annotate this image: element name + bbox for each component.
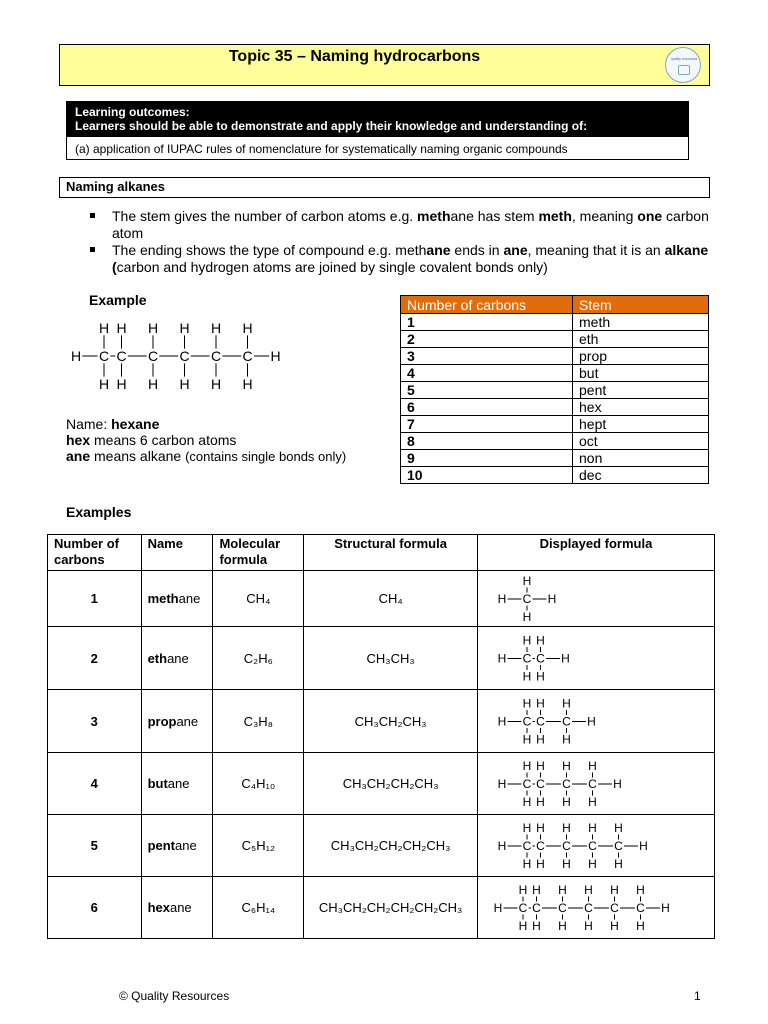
hydrogen-atom: H (610, 918, 619, 933)
hydrogen-atom: H (147, 376, 159, 392)
displayed-formula-cell (478, 690, 715, 753)
carbon-atom: C (522, 651, 532, 665)
hydrogen-atom: H (522, 758, 532, 773)
carbon-atom: C (536, 776, 545, 791)
header-displayed-formula: Displayed formula (478, 535, 715, 571)
hydrogen-atom: H (588, 758, 597, 773)
molecular-formula-cell: C₅H₁₂ (213, 815, 304, 877)
examples-label: Examples (66, 504, 132, 520)
structural-formula-cell: CH₃CH₂CH₂CH₂CH₃ (304, 815, 478, 877)
carbon-atom: C (584, 900, 593, 915)
structural-formula-cell: CH₃CH₂CH₃ (304, 690, 478, 753)
learning-outcomes-heading: Learning outcomes: (75, 105, 190, 119)
carbon-count-cell: 1 (48, 571, 142, 627)
molecular-formula-cell: C₃H₈ (213, 690, 304, 753)
header-structural-formula: Structural formula (304, 535, 478, 571)
stem-cell: but (573, 365, 709, 382)
hydrogen-atom: H (536, 820, 545, 835)
hydrogen-atom: H (614, 820, 623, 835)
alkane-name-cell: hexane (141, 877, 213, 939)
example-stem-line: hex means 6 carbon atoms (66, 432, 237, 448)
carbon-atom: C (522, 714, 532, 728)
stem-cell: eth (573, 331, 709, 348)
hydrogen-atom: H (536, 856, 545, 871)
carbon-atom: C (636, 900, 645, 915)
hydrogen-atom: H (536, 794, 545, 809)
displayed-formula-svg (478, 691, 714, 752)
hydrogen-atom: H (588, 794, 597, 809)
alkane-name-cell: pentane (141, 815, 213, 877)
displayed-formula-svg (478, 572, 714, 626)
table-row (401, 382, 709, 399)
carbon-count-cell: 4 (48, 753, 142, 815)
hydrogen-atom: H (547, 591, 557, 606)
bullet-item: The ending shows the type of compound e.g. methane ends in ane, meaning that it is an alkane (carbon and hydrogen atoms are joined by single covalent bonds only) (90, 242, 710, 276)
carbon-atom: C (98, 348, 110, 364)
learning-outcomes-header (67, 102, 688, 137)
hydrogen-atom: H (497, 776, 507, 791)
footer-copyright: © Quality Resources (119, 989, 230, 1003)
carbon-atom: C (522, 591, 532, 606)
example-name-block (66, 416, 346, 465)
carbon-atom: C (532, 900, 541, 915)
table-row (48, 877, 715, 939)
examples-table (47, 534, 715, 939)
hydrogen-atom: H (179, 320, 190, 336)
hexane-displayed-formula (66, 316, 326, 396)
carbon-count-cell: 5 (48, 815, 142, 877)
hydrogen-atom: H (584, 882, 593, 897)
table-row (401, 416, 709, 433)
alkane-name-cell: propane (141, 690, 213, 753)
learning-outcomes-box (66, 101, 689, 160)
logo-mark-icon (678, 65, 690, 75)
hydrogen-atom: H (242, 376, 253, 392)
table-row (401, 348, 709, 365)
hydrogen-atom: H (522, 633, 532, 647)
table-row (401, 314, 709, 331)
molecular-formula-cell: CH₄ (213, 571, 304, 627)
header-number-of-carbons: Number of carbons (48, 535, 142, 571)
hydrogen-atom: H (636, 882, 645, 897)
hydrogen-atom: H (587, 714, 596, 728)
hydrogen-atom: H (70, 348, 82, 364)
hydrogen-atom: H (588, 820, 597, 835)
carbon-atom: C (562, 776, 571, 791)
carbon-count-cell: 6 (48, 877, 142, 939)
carbon-count-cell: 2 (48, 627, 142, 690)
displayed-formula-cell (478, 571, 715, 627)
carbon-count-cell: 9 (401, 450, 573, 467)
displayed-formula-svg (478, 878, 714, 938)
hydrogen-atom: H (536, 669, 545, 683)
hydrogen-atom: H (532, 918, 541, 933)
carbon-count-cell: 5 (401, 382, 573, 399)
hydrogen-atom: H (497, 591, 507, 606)
hydrogen-atom: H (210, 320, 222, 336)
title-banner (59, 44, 710, 86)
molecular-formula-cell: C₄H₁₀ (213, 753, 304, 815)
structural-formula-cell: CH₃CH₃ (304, 627, 478, 690)
hydrogen-atom: H (522, 732, 532, 746)
hydrogen-atom: H (210, 376, 222, 392)
hydrogen-atom: H (179, 376, 190, 392)
carbon-atom: C (147, 348, 159, 364)
stem-cell: hex (573, 399, 709, 416)
hydrogen-atom: H (562, 696, 571, 710)
bullet-item: The stem gives the number of carbon atoms e.g. methane has stem meth, meaning one carbon atom (90, 208, 710, 242)
displayed-formula-svg (478, 754, 714, 814)
quality-resources-logo (665, 47, 701, 83)
carbon-count-cell: 1 (401, 314, 573, 331)
hydrogen-atom: H (613, 776, 622, 791)
table-row (48, 690, 715, 753)
hydrogen-atom: H (518, 882, 528, 897)
carbon-atom: C (562, 714, 571, 728)
hydrogen-atom: H (147, 320, 159, 336)
displayed-formula-svg (478, 628, 714, 689)
carbon-atom: C (179, 348, 190, 364)
hydrogen-atom: H (522, 856, 532, 871)
footer-page-number: 1 (694, 989, 701, 1003)
header-number-of-carbons: Number of carbons (401, 296, 573, 314)
table-row (401, 433, 709, 450)
hydrogen-atom: H (536, 696, 545, 710)
carbon-count-cell: 10 (401, 467, 573, 484)
table-header-row (48, 535, 715, 571)
hydrogen-atom: H (610, 882, 619, 897)
section-heading: Naming alkanes (66, 179, 165, 194)
displayed-formula-cell (478, 627, 715, 690)
carbon-atom: C (522, 776, 532, 791)
alkane-name-cell: methane (141, 571, 213, 627)
bullet-square-icon (90, 247, 95, 252)
table-row (48, 627, 715, 690)
hydrogen-atom: H (497, 838, 507, 853)
hydrogen-atom: H (558, 918, 567, 933)
hydrogen-atom: H (522, 609, 532, 624)
carbon-atom: C (536, 838, 545, 853)
hydrogen-atom: H (562, 820, 571, 835)
hydrogen-atom: H (497, 651, 507, 665)
hydrogen-atom: H (536, 732, 545, 746)
hydrogen-atom: H (588, 856, 597, 871)
hydrogen-atom: H (562, 856, 571, 871)
example-name-line: Name: hexane (66, 416, 160, 432)
carbon-atom: C (116, 348, 127, 364)
carbon-count-cell: 8 (401, 433, 573, 450)
hydrogen-atom: H (518, 918, 528, 933)
displayed-formula-cell (478, 815, 715, 877)
stem-cell: hept (573, 416, 709, 433)
hydrogen-atom: H (614, 856, 623, 871)
carbon-atom: C (536, 651, 545, 665)
example-label: Example (89, 292, 147, 308)
table-row (48, 571, 715, 627)
hydrogen-atom: H (493, 900, 503, 915)
hydrogen-atom: H (522, 573, 532, 588)
displayed-formula-svg (478, 816, 714, 876)
table-header-row (401, 296, 709, 314)
hydrogen-atom: H (639, 838, 648, 853)
alkane-name-cell: butane (141, 753, 213, 815)
carbon-count-cell: 4 (401, 365, 573, 382)
stem-cell: dec (573, 467, 709, 484)
hydrogen-atom: H (522, 696, 532, 710)
learning-outcomes-intro: Learners should be able to demonstrate and apply their knowledge and understanding of: (75, 119, 588, 133)
carbon-atom: C (610, 900, 619, 915)
hydrogen-atom: H (661, 900, 670, 915)
hydrogen-atom: H (522, 794, 532, 809)
hydrogen-atom: H (497, 714, 507, 728)
stem-cell: non (573, 450, 709, 467)
hydrogen-atom: H (98, 320, 110, 336)
hydrogen-atom: H (536, 758, 545, 773)
carbon-count-cell: 7 (401, 416, 573, 433)
carbon-count-cell: 2 (401, 331, 573, 348)
hydrogen-atom: H (98, 376, 110, 392)
hydrogen-atom: H (522, 669, 532, 683)
carbon-atom: C (522, 838, 532, 853)
displayed-formula-cell (478, 877, 715, 939)
stem-cell: prop (573, 348, 709, 365)
carbon-atom: C (558, 900, 567, 915)
alkane-name-cell: ethane (141, 627, 213, 690)
carbon-atom: C (562, 838, 571, 853)
carbon-atom: C (242, 348, 253, 364)
hydrogen-atom: H (636, 918, 645, 933)
table-row (401, 467, 709, 484)
hydrogen-atom: H (522, 820, 532, 835)
hydrogen-atom: H (561, 651, 570, 665)
section-heading-box (59, 177, 710, 198)
stem-cell: meth (573, 314, 709, 331)
hydrogen-atom: H (116, 320, 127, 336)
molecular-formula-cell: C₂H₆ (213, 627, 304, 690)
table-row (48, 815, 715, 877)
molecular-formula-cell: C₆H₁₄ (213, 877, 304, 939)
stem-cell: oct (573, 433, 709, 450)
page-title: Topic 35 – Naming hydrocarbons (228, 48, 481, 65)
carbon-stem-table (400, 295, 709, 484)
stem-cell: pent (573, 382, 709, 399)
carbon-count-cell: 6 (401, 399, 573, 416)
hydrogen-atom: H (270, 348, 281, 364)
hydrogen-atom: H (562, 732, 571, 746)
header-name: Name (141, 535, 213, 571)
carbon-atom: C (518, 900, 528, 915)
displayed-formula-cell (478, 753, 715, 815)
hydrogen-atom: H (532, 882, 541, 897)
carbon-atom: C (536, 714, 545, 728)
example-ending-line: ane means alkane (contains single bonds only) (66, 448, 347, 464)
structural-formula-cell: CH₃CH₂CH₂CH₂CH₂CH₃ (304, 877, 478, 939)
table-row (401, 365, 709, 382)
hydrogen-atom: H (242, 320, 253, 336)
header-molecular-formula: Molecular formula (213, 535, 304, 571)
carbon-atom: C (210, 348, 222, 364)
bullet-square-icon (90, 213, 95, 218)
hydrogen-atom: H (584, 918, 593, 933)
table-row (401, 331, 709, 348)
structural-formula-cell: CH₃CH₂CH₂CH₃ (304, 753, 478, 815)
learning-outcome-item: (a) application of IUPAC rules of nomenclature for systematically naming organic compounds (75, 142, 568, 156)
carbon-atom: C (588, 838, 597, 853)
hydrogen-atom: H (558, 882, 567, 897)
bullet-list (90, 208, 710, 276)
hydrogen-atom: H (536, 633, 545, 647)
header-stem: Stem (573, 296, 709, 314)
carbon-atom: C (614, 838, 623, 853)
logo-text: quality resources (670, 57, 698, 61)
structural-formula-cell: CH₄ (304, 571, 478, 627)
hydrogen-atom: H (562, 794, 571, 809)
carbon-atom: C (588, 776, 597, 791)
hydrogen-atom: H (562, 758, 571, 773)
table-row (48, 753, 715, 815)
table-row (401, 450, 709, 467)
carbon-count-cell: 3 (401, 348, 573, 365)
hydrogen-atom: H (116, 376, 127, 392)
table-row (401, 399, 709, 416)
carbon-count-cell: 3 (48, 690, 142, 753)
